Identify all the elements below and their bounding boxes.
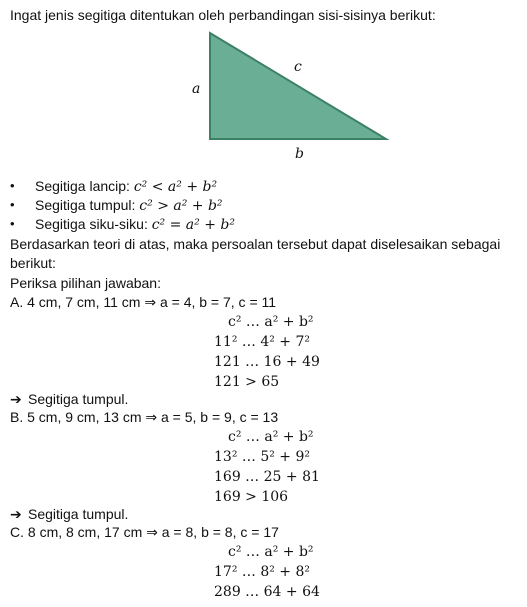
arrow-right-icon: ➔ — [10, 391, 22, 407]
option-c-step-1: c² … a² + b² — [228, 544, 314, 560]
bullet-formula: c² < a² + b² — [133, 179, 218, 195]
option-b-step-2: 13² … 5² + 9² — [214, 449, 310, 465]
option-a-result-text: Segitiga tumpul. — [28, 391, 129, 407]
bullet-label: Segitiga lancip: — [35, 178, 134, 194]
intro-text: Ingat jenis segitiga ditentukan oleh perbandingan sisi-sisinya berikut: — [10, 7, 436, 23]
theory-line-1: Berdasarkan teori di atas, maka persoalan tersebut dapat diselesaikan sebagai — [10, 236, 501, 252]
option-b-result — [10, 505, 128, 523]
check-header: Periksa pilihan jawaban: — [10, 275, 161, 291]
bullet-label: Segitiga siku-siku: — [35, 216, 152, 232]
bullet-formula: c² > a² + b² — [139, 198, 223, 214]
arrow-right-icon: ➔ — [10, 506, 22, 522]
option-b-head: B. 5 cm, 9 cm, 13 cm ⇒ a = 5, b = 9, c = 13 — [10, 409, 279, 425]
side-label-b: b — [295, 146, 304, 162]
bullet-dot: • — [10, 178, 15, 193]
option-a-head: A. 4 cm, 7 cm, 11 cm ⇒ a = 4, b = 7, c = 11 — [10, 294, 277, 310]
option-a-step-3: 121 … 16 + 49 — [214, 354, 320, 370]
bullet-item-right — [35, 215, 235, 234]
bullet-formula: c² = a² + b² — [151, 217, 235, 233]
option-a-step-1: c² … a² + b² — [228, 314, 314, 330]
option-c-step-2: 17² … 8² + 8² — [214, 564, 310, 580]
option-a-step-2: 11² … 4² + 7² — [214, 334, 310, 350]
option-b-step-4: 169 > 106 — [214, 489, 289, 505]
bullet-label: Segitiga tumpul: — [35, 197, 140, 213]
theory-line-2: berikut: — [10, 255, 56, 271]
side-label-a: a — [192, 81, 201, 97]
bullet-dot: • — [10, 197, 15, 212]
option-b-step-1: c² … a² + b² — [228, 429, 314, 445]
option-c-step-3: 289 … 64 + 64 — [214, 584, 320, 600]
bullet-item-obtuse — [35, 196, 223, 215]
option-a-step-4: 121 > 65 — [214, 374, 280, 390]
bullet-item-acute — [35, 177, 217, 196]
option-b-result-text: Segitiga tumpul. — [28, 506, 129, 522]
side-label-c: c — [294, 59, 302, 75]
right-triangle-figure — [0, 0, 527, 170]
option-b-step-3: 169 … 25 + 81 — [214, 469, 320, 485]
option-a-result — [10, 390, 128, 408]
option-c-head: C. 8 cm, 8 cm, 17 cm ⇒ a = 8, b = 8, c = 17 — [10, 524, 279, 540]
bullet-dot: • — [10, 216, 15, 231]
triangle-shape — [210, 33, 386, 139]
